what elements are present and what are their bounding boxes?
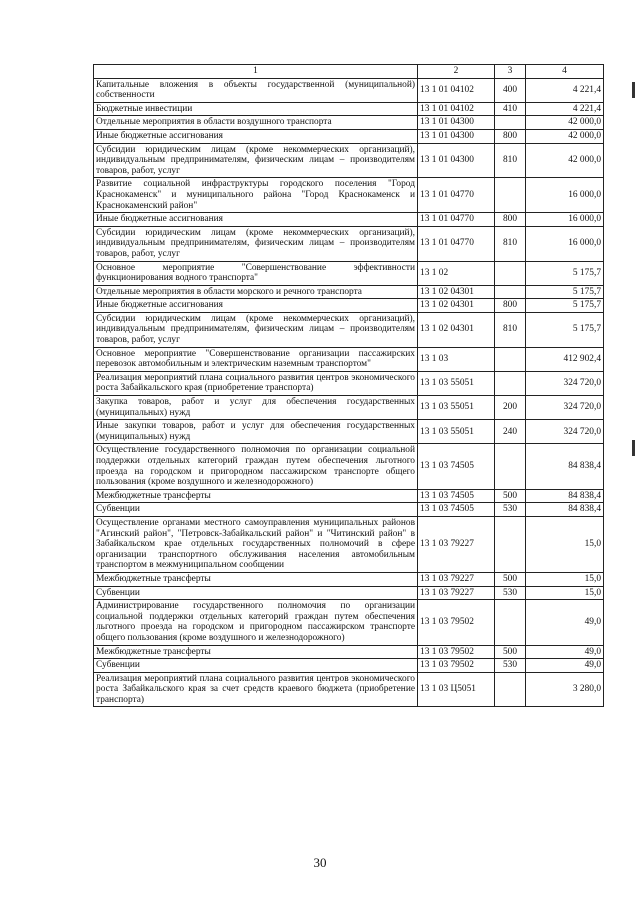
row-code-cell: 13 1 01 04102 [418, 78, 495, 102]
row-amount-cell: 16 000,0 [526, 178, 604, 213]
row-code-cell: 13 1 03 74505 [418, 503, 495, 517]
row-code-cell: 13 1 03 74505 [418, 444, 495, 489]
row-amount-cell: 5 175,7 [526, 261, 604, 285]
row-code-cell: 13 1 03 55051 [418, 420, 495, 444]
row-code-cell: 13 1 03 [418, 347, 495, 371]
row-expense-type-cell [495, 261, 526, 285]
table-row [94, 672, 604, 707]
row-code-cell: 13 1 01 04770 [418, 213, 495, 227]
page-number: 30 [313, 855, 327, 870]
row-name-cell: Иные бюджетные ассигнования [94, 129, 418, 143]
row-expense-type-cell: 530 [495, 659, 526, 673]
row-expense-type-cell: 410 [495, 102, 526, 116]
row-name-cell: Осуществление органами местного самоуправления муниципальных районов "Агинский район", "Петровск-Забайкальский район" и "Читинский район" в Забайкальском крае отдельных государственных полномочий в сфере организации транспортного обслуживания населения автомобильным транспортом в межмуниципальном сообщении [94, 516, 418, 572]
column-header-3: 3 [495, 65, 526, 79]
row-code-cell: 13 1 01 04102 [418, 102, 495, 116]
row-code-cell: 13 1 03 79502 [418, 645, 495, 659]
row-amount-cell: 324 720,0 [526, 396, 604, 420]
table-header-row [94, 65, 604, 79]
row-expense-type-cell: 810 [495, 226, 526, 261]
table-row [94, 299, 604, 313]
table-row [94, 572, 604, 586]
row-amount-cell: 49,0 [526, 659, 604, 673]
row-expense-type-cell: 200 [495, 396, 526, 420]
row-name-cell: Субсидии юридическим лицам (кроме некоммерческих организаций), индивидуальным предпринимателям, физическим лицам – производителям товаров, работ, услуг [94, 226, 418, 261]
row-expense-type-cell: 500 [495, 572, 526, 586]
row-name-cell: Реализация мероприятий плана социального развития центров экономического роста Забайкальского края (приобретение транспорта) [94, 371, 418, 395]
column-header-2: 2 [418, 65, 495, 79]
table-row [94, 396, 604, 420]
row-amount-cell: 84 838,4 [526, 444, 604, 489]
row-amount-cell: 16 000,0 [526, 226, 604, 261]
row-code-cell: 13 1 03 55051 [418, 396, 495, 420]
row-name-cell: Иные закупки товаров, работ и услуг для обеспечения государственных (муниципальных) нужд [94, 420, 418, 444]
row-amount-cell: 4 221,4 [526, 78, 604, 102]
row-amount-cell: 15,0 [526, 572, 604, 586]
row-code-cell: 13 1 01 04770 [418, 178, 495, 213]
row-amount-cell: 412 902,4 [526, 347, 604, 371]
row-amount-cell: 5 175,7 [526, 299, 604, 313]
row-expense-type-cell [495, 371, 526, 395]
row-name-cell: Реализация мероприятий плана социального развития центров экономического роста Забайкальского края за счет средств краевого бюджета (приобретение транспорта) [94, 672, 418, 707]
row-code-cell: 13 1 02 04301 [418, 312, 495, 347]
table-row [94, 489, 604, 503]
row-code-cell: 13 1 01 04300 [418, 129, 495, 143]
row-expense-type-cell [495, 672, 526, 707]
row-name-cell: Основное мероприятие "Совершенствование эффективности функционирования водного транспорта" [94, 261, 418, 285]
table-row [94, 444, 604, 489]
row-amount-cell: 5 175,7 [526, 285, 604, 299]
row-name-cell: Закупка товаров, работ и услуг для обеспечения государственных (муниципальных) нужд [94, 396, 418, 420]
row-name-cell: Межбюджетные трансферты [94, 645, 418, 659]
row-expense-type-cell: 810 [495, 312, 526, 347]
table-row [94, 371, 604, 395]
row-code-cell: 13 1 03 55051 [418, 371, 495, 395]
budget-table-body [94, 65, 604, 707]
table-row [94, 600, 604, 645]
table-row [94, 129, 604, 143]
row-code-cell: 13 1 03 79227 [418, 586, 495, 600]
row-expense-type-cell [495, 444, 526, 489]
row-expense-type-cell: 800 [495, 299, 526, 313]
table-row [94, 285, 604, 299]
row-code-cell: 13 1 03 79502 [418, 600, 495, 645]
row-name-cell: Субсидии юридическим лицам (кроме некоммерческих организаций), индивидуальным предпринимателям, физическим лицам – производителям товаров, работ, услуг [94, 312, 418, 347]
row-code-cell: 13 1 02 [418, 261, 495, 285]
row-expense-type-cell: 810 [495, 143, 526, 178]
row-name-cell: Администрирование государственного полномочия по организации социальной поддержки отдельных категорий граждан путем обеспечения льготного проезда на городском и пригородном пассажирском транспорте общего пользования (кроме воздушного и железнодорожного) [94, 600, 418, 645]
row-amount-cell: 5 175,7 [526, 312, 604, 347]
table-row [94, 102, 604, 116]
row-name-cell: Межбюджетные трансферты [94, 572, 418, 586]
table-row [94, 78, 604, 102]
row-name-cell: Субвенции [94, 586, 418, 600]
table-row [94, 143, 604, 178]
row-name-cell: Межбюджетные трансферты [94, 489, 418, 503]
row-name-cell: Субсидии юридическим лицам (кроме некоммерческих организаций), индивидуальным предпринимателям, физическим лицам – производителям товаров, работ, услуг [94, 143, 418, 178]
row-amount-cell: 42 000,0 [526, 129, 604, 143]
margin-mark [632, 82, 635, 98]
table-row [94, 178, 604, 213]
column-header-4: 4 [526, 65, 604, 79]
row-name-cell: Капитальные вложения в объекты государственной (муниципальной) собственности [94, 78, 418, 102]
table-row [94, 261, 604, 285]
row-code-cell: 13 1 02 04301 [418, 285, 495, 299]
row-code-cell: 13 1 02 04301 [418, 299, 495, 313]
row-name-cell: Субвенции [94, 659, 418, 673]
row-amount-cell: 4 221,4 [526, 102, 604, 116]
row-code-cell: 13 1 01 04770 [418, 226, 495, 261]
row-expense-type-cell: 240 [495, 420, 526, 444]
table-row [94, 347, 604, 371]
row-expense-type-cell: 530 [495, 503, 526, 517]
row-expense-type-cell [495, 285, 526, 299]
row-code-cell: 13 1 01 04300 [418, 143, 495, 178]
row-expense-type-cell [495, 116, 526, 130]
row-code-cell: 13 1 03 Ц5051 [418, 672, 495, 707]
row-amount-cell: 324 720,0 [526, 371, 604, 395]
row-name-cell: Иные бюджетные ассигнования [94, 213, 418, 227]
table-row [94, 516, 604, 572]
row-expense-type-cell [495, 178, 526, 213]
table-row [94, 503, 604, 517]
row-amount-cell: 84 838,4 [526, 503, 604, 517]
table-row [94, 420, 604, 444]
table-row [94, 645, 604, 659]
row-code-cell: 13 1 03 74505 [418, 489, 495, 503]
row-name-cell: Бюджетные инвестиции [94, 102, 418, 116]
row-amount-cell: 15,0 [526, 516, 604, 572]
row-expense-type-cell: 800 [495, 213, 526, 227]
budget-table [93, 64, 604, 707]
table-row [94, 116, 604, 130]
row-amount-cell: 42 000,0 [526, 143, 604, 178]
row-amount-cell: 15,0 [526, 586, 604, 600]
row-amount-cell: 49,0 [526, 645, 604, 659]
row-name-cell: Основное мероприятие "Совершенствование организации пассажирских перевозок автомобильным и электрическим наземным транспортом" [94, 347, 418, 371]
table-row [94, 213, 604, 227]
row-name-cell: Развитие социальной инфраструктуры городского поселения "Город Краснокаменск" и муниципального района "Город Краснокаменск и Краснокаменский район" [94, 178, 418, 213]
row-expense-type-cell: 500 [495, 489, 526, 503]
row-code-cell: 13 1 03 79502 [418, 659, 495, 673]
row-amount-cell: 42 000,0 [526, 116, 604, 130]
row-expense-type-cell: 800 [495, 129, 526, 143]
row-amount-cell: 16 000,0 [526, 213, 604, 227]
margin-mark [632, 440, 635, 456]
table-row [94, 586, 604, 600]
row-expense-type-cell [495, 516, 526, 572]
row-name-cell: Осуществление государственного полномочия по организации социальной поддержки отдельных категорий граждан путем обеспечения льготного проезда на городском и пригородном пассажирском транспорте общего пользования (кроме воздушного и железнодорожного) [94, 444, 418, 489]
row-code-cell: 13 1 03 79227 [418, 572, 495, 586]
row-name-cell: Иные бюджетные ассигнования [94, 299, 418, 313]
row-code-cell: 13 1 01 04300 [418, 116, 495, 130]
row-amount-cell: 3 280,0 [526, 672, 604, 707]
row-amount-cell: 324 720,0 [526, 420, 604, 444]
table-row [94, 312, 604, 347]
row-expense-type-cell: 500 [495, 645, 526, 659]
row-expense-type-cell [495, 600, 526, 645]
row-code-cell: 13 1 03 79227 [418, 516, 495, 572]
row-expense-type-cell: 530 [495, 586, 526, 600]
column-header-1: 1 [94, 65, 418, 79]
row-name-cell: Субвенции [94, 503, 418, 517]
table-row [94, 226, 604, 261]
row-amount-cell: 84 838,4 [526, 489, 604, 503]
row-amount-cell: 49,0 [526, 600, 604, 645]
row-expense-type-cell: 400 [495, 78, 526, 102]
row-name-cell: Отдельные мероприятия в области морского и речного транспорта [94, 285, 418, 299]
table-row [94, 659, 604, 673]
row-name-cell: Отдельные мероприятия в области воздушного транспорта [94, 116, 418, 130]
row-expense-type-cell [495, 347, 526, 371]
